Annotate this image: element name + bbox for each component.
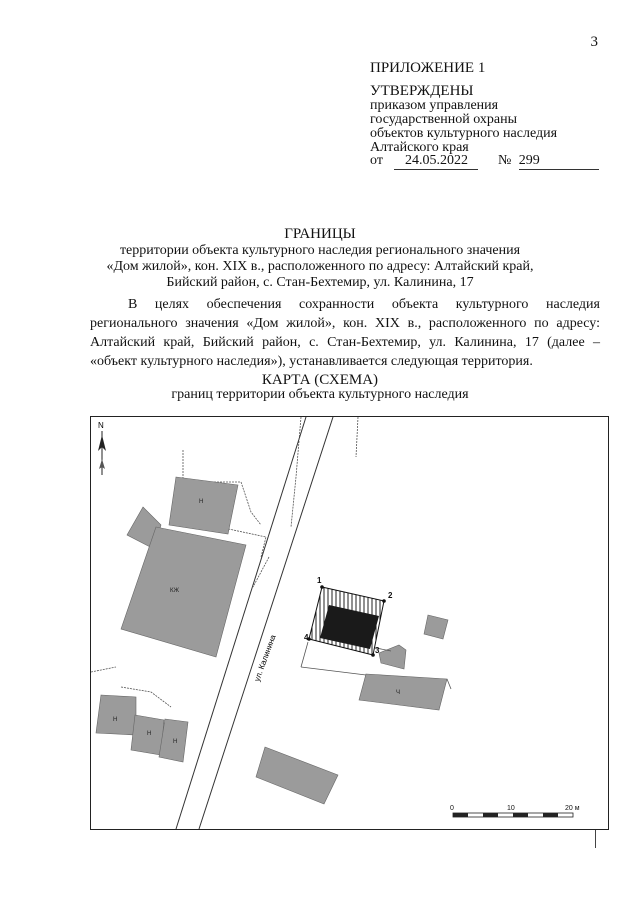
scale-tick: 0	[450, 805, 454, 812]
map-title: КАРТА (СХЕМА)	[261, 372, 379, 388]
protected-territory	[304, 576, 393, 657]
point-label: 4	[304, 633, 309, 642]
subtitle-line: «Дом жилой», кон. XIX в., расположенного по адресу: Алтайский край,	[106, 259, 534, 274]
appendix-heading: ПРИЛОЖЕНИЕ 1	[370, 60, 486, 76]
approved-line: объектов культурного наследия	[370, 126, 558, 141]
point-label: 2	[388, 591, 393, 600]
scale-tick: 20 м	[565, 805, 580, 812]
order-line	[370, 153, 599, 170]
building-label: Н	[173, 739, 178, 745]
scale-tick: 10	[507, 805, 515, 812]
order-number: 299	[519, 153, 599, 170]
building	[121, 527, 246, 657]
approval-block	[370, 84, 557, 155]
boundary-map	[90, 416, 609, 830]
subtitle-line: Бийский район, с. Стан-Бехтемир, ул. Калинина, 17	[166, 275, 474, 290]
approved-line: приказом управления	[370, 98, 499, 113]
scale-bar	[450, 805, 580, 817]
north-label: N	[98, 421, 104, 430]
north-arrow-icon	[98, 421, 106, 475]
body-paragraph: В целях обеспечения сохранности объекта культурного наследия регионального значения «Дом жилой», кон. XIX в., расположенного по адресу: Алтайский край, Бийский район, с. Стан-Бехтемир, ул. Калинина, 17 (далее – «объект культурного наследия»), устанавливается следующая территория.	[90, 297, 600, 369]
document-subtitle	[0, 243, 640, 291]
page-number: 3	[590, 34, 598, 50]
approved-line: Алтайского края	[370, 140, 469, 155]
building-label: КЖ	[170, 588, 180, 594]
approved-label: УТВЕРЖДЕНЫ	[370, 83, 474, 99]
building-label: Н	[113, 717, 118, 723]
order-date: 24.05.2022	[394, 153, 478, 170]
subtitle-line: территории объекта культурного наследия регионального значения	[119, 243, 521, 258]
approved-line: государственной охраны	[370, 112, 518, 127]
point-label: 1	[317, 576, 322, 585]
building	[256, 747, 338, 804]
building-label: Ч	[396, 690, 400, 696]
margin-mark	[595, 830, 596, 848]
building	[169, 477, 238, 534]
building	[379, 645, 406, 669]
street-label: ул. Калинина	[252, 633, 278, 683]
point-label: 3	[375, 646, 380, 655]
document-title: ГРАНИЦЫ	[284, 226, 356, 242]
building-label: Н	[199, 499, 204, 505]
number-label: №	[497, 153, 512, 168]
building-label: Н	[147, 731, 152, 737]
building	[359, 674, 447, 710]
building	[96, 695, 136, 735]
from-label: от	[370, 153, 383, 168]
building	[424, 615, 448, 639]
map-subtitle: границ территории объекта культурного наследия	[171, 387, 469, 402]
